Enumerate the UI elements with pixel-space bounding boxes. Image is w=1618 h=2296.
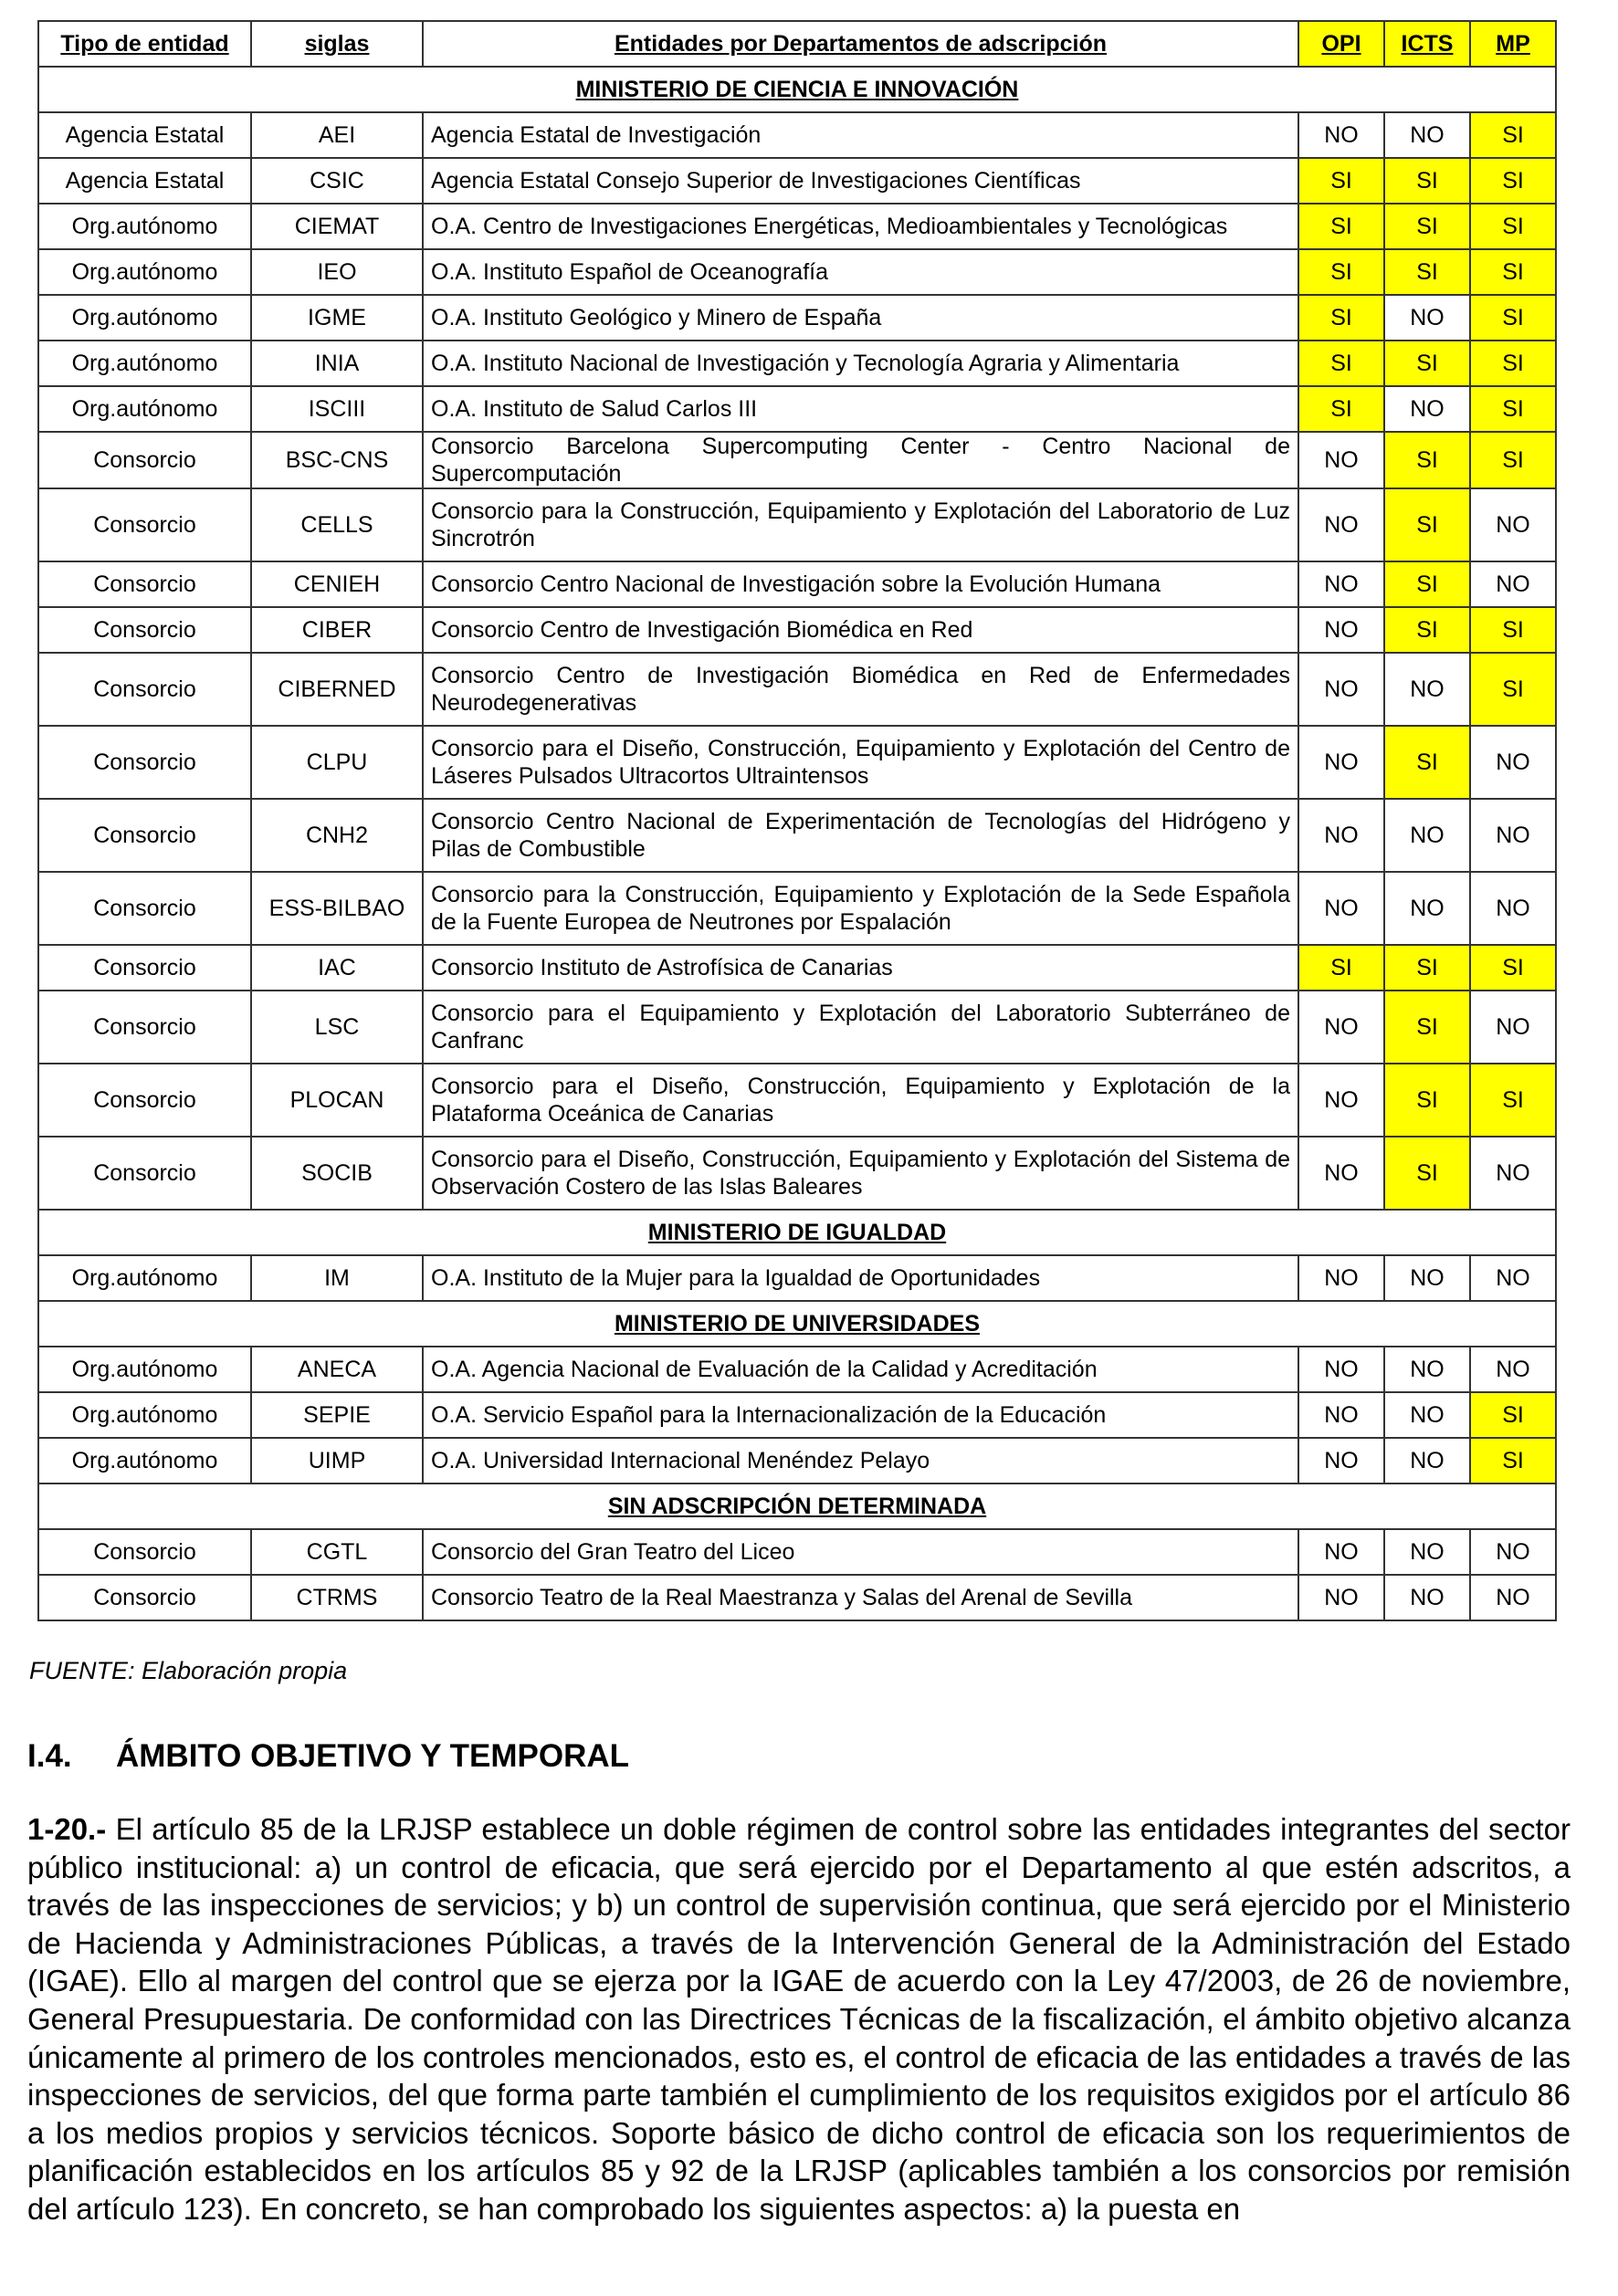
table-row <box>38 726 1556 799</box>
entity-type-cell: Consorcio <box>38 607 251 653</box>
mp-cell: SI <box>1470 204 1556 249</box>
icts-cell: NO <box>1384 112 1470 158</box>
opi-cell: NO <box>1298 488 1384 561</box>
entity-type-cell: Org.autónomo <box>38 1347 251 1392</box>
entity-name-cell: Consorcio para el Diseño, Construcción, Equipamiento y Explotación del Centro de Láseres Pulsados Ultracortos Ultraintensos <box>423 726 1298 799</box>
entity-type-cell: Consorcio <box>38 1064 251 1137</box>
section-row <box>38 1301 1556 1347</box>
opi-cell: NO <box>1298 799 1384 872</box>
icts-cell: NO <box>1384 799 1470 872</box>
icts-cell: NO <box>1384 1438 1470 1483</box>
opi-cell: SI <box>1298 158 1384 204</box>
acronym-cell: CTRMS <box>251 1575 423 1620</box>
entity-type-cell: Consorcio <box>38 1575 251 1620</box>
entity-type-cell: Org.autónomo <box>38 249 251 295</box>
table-row <box>38 607 1556 653</box>
entity-type-cell: Consorcio <box>38 1529 251 1575</box>
entity-name-cell: Consorcio Centro de Investigación Biomédica en Red de Enfermedades Neurodegenerativas <box>423 653 1298 726</box>
opi-cell: NO <box>1298 1137 1384 1210</box>
paragraph-label: 1-20.- <box>27 1812 107 1846</box>
acronym-cell: CENIEH <box>251 561 423 607</box>
opi-cell: NO <box>1298 1438 1384 1483</box>
section-title: MINISTERIO DE UNIVERSIDADES <box>38 1301 1556 1347</box>
entity-type-cell: Consorcio <box>38 432 251 488</box>
acronym-cell: CELLS <box>251 488 423 561</box>
table-row <box>38 249 1556 295</box>
icts-cell: NO <box>1384 872 1470 945</box>
opi-cell: NO <box>1298 1347 1384 1392</box>
mp-cell: NO <box>1470 726 1556 799</box>
icts-cell: NO <box>1384 1529 1470 1575</box>
mp-cell: SI <box>1470 1392 1556 1438</box>
mp-cell: SI <box>1470 341 1556 386</box>
entity-type-cell: Org.autónomo <box>38 295 251 341</box>
icts-cell: SI <box>1384 561 1470 607</box>
table-row <box>38 991 1556 1064</box>
acronym-cell: CIEMAT <box>251 204 423 249</box>
entity-type-cell: Consorcio <box>38 872 251 945</box>
acronym-cell: AEI <box>251 112 423 158</box>
entity-name-cell: Consorcio para la Construcción, Equipamiento y Explotación de la Sede Española de la Fuente Europea de Neutrones por Espalación <box>423 872 1298 945</box>
entity-name-cell: Consorcio Centro Nacional de Investigación sobre la Evolución Humana <box>423 561 1298 607</box>
icts-cell: SI <box>1384 607 1470 653</box>
acronym-cell: ANECA <box>251 1347 423 1392</box>
icts-cell: SI <box>1384 726 1470 799</box>
header-opi: OPI <box>1298 21 1384 67</box>
table-row <box>38 386 1556 432</box>
mp-cell: SI <box>1470 607 1556 653</box>
table-row <box>38 1392 1556 1438</box>
entity-type-cell: Consorcio <box>38 726 251 799</box>
mp-cell: SI <box>1470 1438 1556 1483</box>
opi-cell: NO <box>1298 991 1384 1064</box>
entity-name-cell: O.A. Instituto de la Mujer para la Igualdad de Oportunidades <box>423 1255 1298 1301</box>
entity-name-cell: Agencia Estatal Consejo Superior de Investigaciones Científicas <box>423 158 1298 204</box>
table-row <box>38 1064 1556 1137</box>
icts-cell: NO <box>1384 386 1470 432</box>
acronym-cell: IEO <box>251 249 423 295</box>
table-row <box>38 1529 1556 1575</box>
mp-cell: SI <box>1470 653 1556 726</box>
icts-cell: SI <box>1384 991 1470 1064</box>
entity-type-cell: Consorcio <box>38 799 251 872</box>
paragraph-text: El artículo 85 de la LRJSP establece un doble régimen de control sobre las entidades integrantes del sector público institucional: a) un control de eficacia, que será ejercido por el Departamento al que estén adscritos, a través de las inspecciones de servicios; y b) un control de supervisión continua, que será ejercido por el Ministerio de Hacienda y Administraciones Públicas, a través de la Intervención General de la Administración del Estado (IGAE). Ello al margen del control que se ejerza por la IGAE de acuerdo con la Ley 47/2003, de 26 de noviembre, General Presupuestaria. De conformidad con las Directrices Técnicas de la fiscalización, el ámbito objetivo alcanza únicamente al primero de los controles mencionados, esto es, el control de eficacia de las entidades a través de las inspecciones de servicios, del que forma parte también el cumplimiento de los requisitos exigidos por el artículo 86 a los medios propios y servicios técnicos. Soporte básico de dicho control de eficacia son los requerimientos de planificación establecidos en los artículos 85 y 92 de la LRJSP (aplicables también a los consorcios por remisión del artículo 123). En concreto, se han comprobado los siguientes aspectos: a) la puesta en <box>27 1812 1571 2226</box>
opi-cell: NO <box>1298 726 1384 799</box>
entity-name-cell: O.A. Instituto de Salud Carlos III <box>423 386 1298 432</box>
icts-cell: SI <box>1384 204 1470 249</box>
section-number: I.4. <box>27 1738 72 1774</box>
mp-cell: NO <box>1470 1575 1556 1620</box>
entity-name-cell: O.A. Instituto Español de Oceanografía <box>423 249 1298 295</box>
opi-cell: SI <box>1298 249 1384 295</box>
icts-cell: NO <box>1384 1392 1470 1438</box>
entity-name-cell: O.A. Agencia Nacional de Evaluación de la Calidad y Acreditación <box>423 1347 1298 1392</box>
table-source-caption: FUENTE: Elaboración propia <box>29 1657 348 1684</box>
icts-cell: NO <box>1384 1255 1470 1301</box>
entity-name-cell: Consorcio Centro de Investigación Biomédica en Red <box>423 607 1298 653</box>
header-mp: MP <box>1470 21 1556 67</box>
header-siglas: siglas <box>251 21 423 67</box>
entities-table <box>37 20 1557 1621</box>
acronym-cell: CNH2 <box>251 799 423 872</box>
table-row <box>38 945 1556 991</box>
opi-cell: NO <box>1298 607 1384 653</box>
icts-cell: SI <box>1384 1064 1470 1137</box>
opi-cell: SI <box>1298 295 1384 341</box>
entity-type-cell: Org.autónomo <box>38 204 251 249</box>
entity-name-cell: Consorcio Centro Nacional de Experimentación de Tecnologías del Hidrógeno y Pilas de Combustible <box>423 799 1298 872</box>
table-row <box>38 158 1556 204</box>
entity-name-cell: Consorcio para la Construcción, Equipamiento y Explotación del Laboratorio de Luz Sincrotrón <box>423 488 1298 561</box>
entity-name-cell: O.A. Centro de Investigaciones Energéticas, Medioambientales y Tecnológicas <box>423 204 1298 249</box>
entity-name-cell: O.A. Servicio Español para la Internacionalización de la Educación <box>423 1392 1298 1438</box>
opi-cell: NO <box>1298 1392 1384 1438</box>
section-heading <box>27 1738 629 1775</box>
section-row <box>38 1483 1556 1529</box>
table-row <box>38 1255 1556 1301</box>
icts-cell: SI <box>1384 488 1470 561</box>
mp-cell: SI <box>1470 1064 1556 1137</box>
opi-cell: NO <box>1298 1255 1384 1301</box>
opi-cell: NO <box>1298 1064 1384 1137</box>
entity-name-cell: Consorcio para el Equipamiento y Explotación del Laboratorio Subterráneo de Canfranc <box>423 991 1298 1064</box>
acronym-cell: IM <box>251 1255 423 1301</box>
entity-type-cell: Consorcio <box>38 1137 251 1210</box>
entity-name-cell: Consorcio del Gran Teatro del Liceo <box>423 1529 1298 1575</box>
icts-cell: NO <box>1384 653 1470 726</box>
entity-type-cell: Consorcio <box>38 488 251 561</box>
table-row <box>38 112 1556 158</box>
table-row <box>38 432 1556 488</box>
entity-name-cell: Agencia Estatal de Investigación <box>423 112 1298 158</box>
opi-cell: SI <box>1298 945 1384 991</box>
acronym-cell: INIA <box>251 341 423 386</box>
entity-type-cell: Consorcio <box>38 561 251 607</box>
mp-cell: NO <box>1470 1529 1556 1575</box>
mp-cell: SI <box>1470 112 1556 158</box>
acronym-cell: IAC <box>251 945 423 991</box>
acronym-cell: BSC-CNS <box>251 432 423 488</box>
acronym-cell: UIMP <box>251 1438 423 1483</box>
header-icts: ICTS <box>1384 21 1470 67</box>
icts-cell: SI <box>1384 945 1470 991</box>
table-row <box>38 1137 1556 1210</box>
opi-cell: NO <box>1298 561 1384 607</box>
acronym-cell: CIBER <box>251 607 423 653</box>
icts-cell: NO <box>1384 295 1470 341</box>
acronym-cell: PLOCAN <box>251 1064 423 1137</box>
opi-cell: SI <box>1298 204 1384 249</box>
icts-cell: NO <box>1384 1575 1470 1620</box>
section-title: MINISTERIO DE IGUALDAD <box>38 1210 1556 1255</box>
table-row <box>38 872 1556 945</box>
acronym-cell: ISCIII <box>251 386 423 432</box>
entity-name-cell: Consorcio Instituto de Astrofísica de Canarias <box>423 945 1298 991</box>
mp-cell: NO <box>1470 488 1556 561</box>
mp-cell: NO <box>1470 799 1556 872</box>
section-title: MINISTERIO DE CIENCIA E INNOVACIÓN <box>38 67 1556 112</box>
acronym-cell: ESS-BILBAO <box>251 872 423 945</box>
entity-type-cell: Agencia Estatal <box>38 158 251 204</box>
entity-name-cell: O.A. Universidad Internacional Menéndez Pelayo <box>423 1438 1298 1483</box>
table-row <box>38 1575 1556 1620</box>
table-row <box>38 204 1556 249</box>
section-title: ÁMBITO OBJETIVO Y TEMPORAL <box>116 1738 630 1774</box>
mp-cell: NO <box>1470 872 1556 945</box>
icts-cell: SI <box>1384 158 1470 204</box>
table-row <box>38 561 1556 607</box>
entity-name-cell: Consorcio Barcelona Supercomputing Center - Centro Nacional de Supercomputación <box>423 432 1298 488</box>
mp-cell: SI <box>1470 158 1556 204</box>
table-row <box>38 799 1556 872</box>
entity-name-cell: O.A. Instituto Nacional de Investigación y Tecnología Agraria y Alimentaria <box>423 341 1298 386</box>
header-entidades: Entidades por Departamentos de adscripción <box>423 21 1298 67</box>
acronym-cell: SEPIE <box>251 1392 423 1438</box>
section-title: SIN ADSCRIPCIÓN DETERMINADA <box>38 1483 1556 1529</box>
opi-cell: SI <box>1298 341 1384 386</box>
mp-cell: NO <box>1470 1347 1556 1392</box>
mp-cell: SI <box>1470 249 1556 295</box>
table-row <box>38 1438 1556 1483</box>
mp-cell: NO <box>1470 561 1556 607</box>
mp-cell: SI <box>1470 945 1556 991</box>
icts-cell: SI <box>1384 432 1470 488</box>
opi-cell: NO <box>1298 112 1384 158</box>
entity-type-cell: Org.autónomo <box>38 1438 251 1483</box>
section-row <box>38 67 1556 112</box>
mp-cell: NO <box>1470 1255 1556 1301</box>
mp-cell: SI <box>1470 432 1556 488</box>
entity-type-cell: Consorcio <box>38 945 251 991</box>
table-row <box>38 488 1556 561</box>
entity-type-cell: Consorcio <box>38 653 251 726</box>
acronym-cell: CIBERNED <box>251 653 423 726</box>
entity-name-cell: Consorcio Teatro de la Real Maestranza y Salas del Arenal de Sevilla <box>423 1575 1298 1620</box>
entity-type-cell: Org.autónomo <box>38 1392 251 1438</box>
acronym-cell: LSC <box>251 991 423 1064</box>
opi-cell: NO <box>1298 432 1384 488</box>
table-row <box>38 295 1556 341</box>
mp-cell: NO <box>1470 1137 1556 1210</box>
acronym-cell: SOCIB <box>251 1137 423 1210</box>
entity-name-cell: Consorcio para el Diseño, Construcción, Equipamiento y Explotación del Sistema de Observación Costero de las Islas Baleares <box>423 1137 1298 1210</box>
opi-cell: NO <box>1298 1529 1384 1575</box>
header-tipo: Tipo de entidad <box>38 21 251 67</box>
icts-cell: SI <box>1384 341 1470 386</box>
section-row <box>38 1210 1556 1255</box>
body-paragraph <box>27 1810 1571 2228</box>
table-row <box>38 341 1556 386</box>
entity-type-cell: Consorcio <box>38 991 251 1064</box>
acronym-cell: CLPU <box>251 726 423 799</box>
mp-cell: SI <box>1470 386 1556 432</box>
icts-cell: SI <box>1384 1137 1470 1210</box>
entity-type-cell: Org.autónomo <box>38 341 251 386</box>
table-row <box>38 1347 1556 1392</box>
icts-cell: SI <box>1384 249 1470 295</box>
opi-cell: SI <box>1298 386 1384 432</box>
entity-type-cell: Agencia Estatal <box>38 112 251 158</box>
entity-type-cell: Org.autónomo <box>38 1255 251 1301</box>
table-row <box>38 653 1556 726</box>
opi-cell: NO <box>1298 1575 1384 1620</box>
table-header-row <box>38 21 1556 67</box>
acronym-cell: CSIC <box>251 158 423 204</box>
mp-cell: SI <box>1470 295 1556 341</box>
entity-type-cell: Org.autónomo <box>38 386 251 432</box>
acronym-cell: CGTL <box>251 1529 423 1575</box>
opi-cell: NO <box>1298 872 1384 945</box>
opi-cell: NO <box>1298 653 1384 726</box>
acronym-cell: IGME <box>251 295 423 341</box>
icts-cell: NO <box>1384 1347 1470 1392</box>
entity-name-cell: Consorcio para el Diseño, Construcción, Equipamiento y Explotación de la Plataforma Oceánica de Canarias <box>423 1064 1298 1137</box>
entity-name-cell: O.A. Instituto Geológico y Minero de España <box>423 295 1298 341</box>
mp-cell: NO <box>1470 991 1556 1064</box>
